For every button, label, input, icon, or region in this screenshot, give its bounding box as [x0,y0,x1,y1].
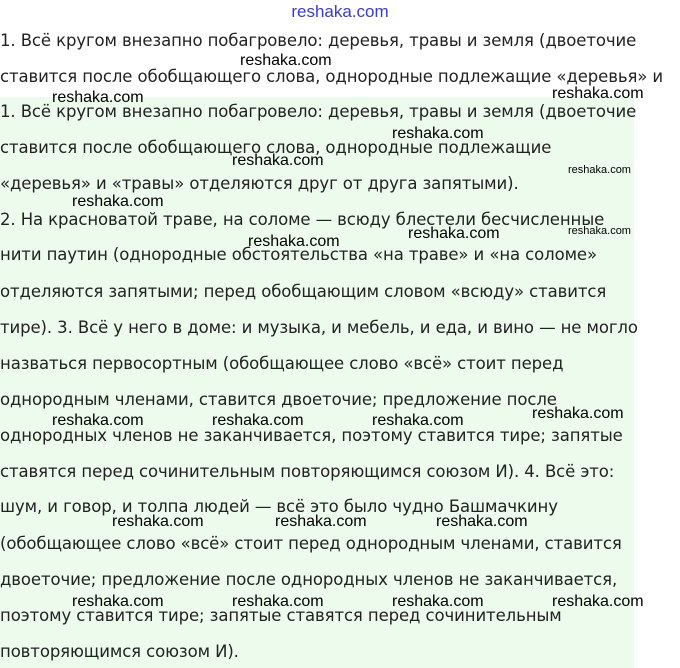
watermark: reshaka.com [372,412,464,429]
answer-line: шум, и говор, и толпа людей — всё это было чудно Башмачкину [0,497,558,516]
watermark: reshaka.com [552,85,644,102]
watermark: reshaka.com [552,593,644,610]
answer-line: однородных членов не заканчивается, поэтому ставится тире; запятые [0,426,623,445]
answer-line: 2. На красноватой траве, на соломе — всюду блестели бесчисленные [0,210,605,229]
answer-line: ставится после обобщающего слова, однородные подлежащие [0,138,552,157]
watermark: reshaka.com [532,405,624,422]
watermark: reshaka.com [72,593,164,610]
answer-line: 1. Всё кругом внезапно побагровело: деревья, травы и земля (двоеточие [0,31,637,50]
watermark: reshaka.com [72,193,164,210]
answer-line: однородным членами, ставится двоеточие; предложение после [0,390,557,409]
watermark: reshaka.com [275,513,367,530]
answer-line: 1. Всё кругом внезапно побагровело: деревья, травы и земля (двоеточие [0,102,637,121]
answer-line: «деревья» и «травы» отделяются друг от друга запятыми). [0,174,519,193]
watermark: reshaka.com [436,513,528,530]
answer-line: ставятся перед сочинительным повторяющимся союзом И). 4. Всё это: [0,462,615,481]
watermark: reshaka.com [568,225,631,237]
answer-line: ставится после обобщающего слова, однородные подлежащие «деревья» и [0,67,664,86]
answer-line: назваться первосортным (обобщающее слово «всё» стоит перед [0,354,564,373]
watermark: reshaka.com [392,593,484,610]
watermark: reshaka.com [212,412,304,429]
answer-line: тире). 3. Всё у него в доме: и музыка, и мебель, и еда, и вино — не могло [0,318,638,337]
answer-line: (обобщающее слово «всё» стоит перед однородным членами, ставится [0,534,622,553]
watermark: reshaka.com [232,593,324,610]
site-header-link[interactable]: reshaka.com [291,2,389,21]
answer-line: поэтому ставится тире; запятые ставятся перед сочинительным [0,606,562,625]
watermark: reshaka.com [248,233,340,250]
watermark: reshaka.com [568,164,631,176]
answer-line: отделяются запятыми; перед обобщающим словом «всюду» ставится [0,282,607,301]
watermark: reshaka.com [52,89,144,106]
watermark: reshaka.com [240,52,332,69]
watermark: reshaka.com [52,412,144,429]
watermark: reshaka.com [408,225,500,242]
watermark: reshaka.com [392,125,484,142]
watermark: reshaka.com [112,513,204,530]
watermark: reshaka.com [232,152,324,169]
answer-line: нити паутин (однородные обстоятельства «на траве» и «на соломе» [0,245,597,264]
answer-line: двоеточие; предложение после однородных членов не заканчивается, [0,570,618,589]
answer-line: повторяющимся союзом И). [0,642,239,661]
